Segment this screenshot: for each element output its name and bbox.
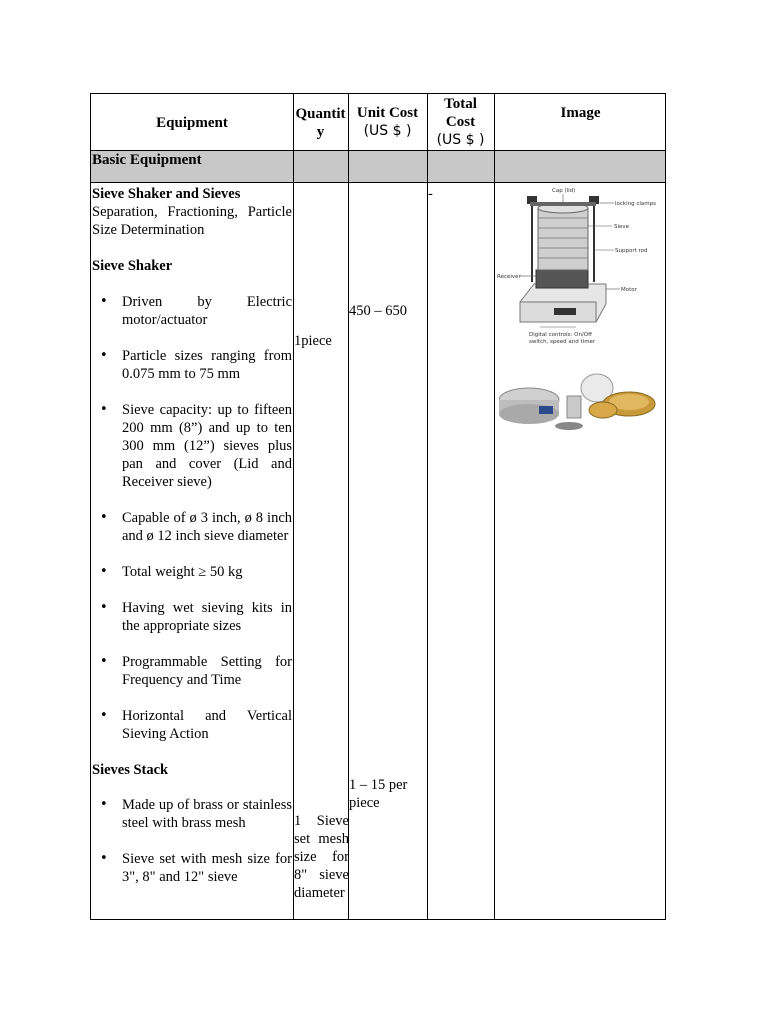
header-image-label: Image	[560, 105, 601, 121]
list-item: • Sieve set with mesh size for 3", 8" and 12" sieve	[92, 850, 292, 886]
header-equipment-label: Equipment	[156, 114, 228, 131]
list-item: • Sieve capacity: up to fifteen 200 mm (8”) and up to ten 300 mm (12”) sieves plus pan and cover (Lid and Receiver sieve)	[92, 401, 292, 491]
shaker-unit-cost: 450 – 650	[349, 303, 407, 319]
sieves-heading: Sieves Stack	[92, 762, 169, 778]
header-unit-cost	[348, 94, 427, 151]
header-unit-cost-label: Unit Cost	[356, 105, 419, 121]
list-item: • Total weight ≥ 50 kg	[92, 563, 292, 581]
header-quantity-label: Quantit y	[295, 105, 346, 140]
row-divider	[91, 182, 665, 183]
list-item: • Programmable Setting for Frequency and Time	[92, 653, 292, 689]
sieve-shaker-diagram	[496, 186, 662, 354]
label-receiver: Receiver	[497, 274, 521, 280]
header-total-cost	[427, 94, 494, 151]
label-controls-2: switch, speed and timer	[529, 339, 596, 345]
list-item: • Made up of brass or stainless steel with brass mesh	[92, 796, 292, 832]
column-divider	[293, 94, 294, 919]
label-cap: Cap (lid)	[552, 188, 576, 194]
column-divider	[427, 94, 428, 919]
total-cost-value: -	[428, 186, 433, 202]
label-sieve: Sieve	[614, 224, 630, 230]
label-rod: Support rod	[615, 248, 648, 254]
label-motor: Motor	[621, 287, 637, 293]
shaker-specs-list	[92, 293, 292, 743]
sieves-photo	[499, 370, 659, 434]
list-item: • Capable of ø 3 inch, ø 8 inch and ø 12 inch sieve diameter	[92, 509, 292, 545]
sieves-unit-cost: 1 – 15 per piece	[349, 777, 408, 811]
item-subtitle: Separation, Fractioning, Particle Size Determination	[92, 204, 292, 238]
sieves-quantity: 1 Sieve set mesh size for 8" sieve diameter	[294, 813, 349, 901]
equipment-description	[92, 185, 292, 886]
list-item: • Having wet sieving kits in the appropriate sizes	[92, 599, 292, 635]
equipment-table	[90, 93, 666, 920]
spacer	[92, 239, 292, 257]
column-divider	[494, 94, 495, 919]
sieves-specs-list	[92, 796, 292, 886]
list-item: • Driven by Electric motor/actuator	[92, 293, 292, 329]
header-total-cost-unit: (US $ )	[436, 132, 485, 148]
header-quantity	[293, 94, 348, 151]
list-item: • Particle sizes ranging from 0.075 mm to 75 mm	[92, 347, 292, 383]
label-controls-1: Digital controls: On/Off	[529, 332, 592, 338]
item-title: Sieve Shaker and Sieves	[92, 186, 241, 202]
header-image	[494, 94, 667, 151]
list-item: • Horizontal and Vertical Sieving Action	[92, 707, 292, 743]
header-total-cost-label: Total Cost	[444, 96, 477, 130]
header-unit-cost-unit: (US $ )	[363, 123, 412, 139]
section-title: Basic Equipment	[92, 152, 202, 168]
label-clamps: locking clamps	[615, 201, 656, 207]
shaker-quantity: 1piece	[294, 333, 332, 349]
header-equipment	[91, 94, 293, 151]
shaker-heading: Sieve Shaker	[92, 258, 173, 274]
